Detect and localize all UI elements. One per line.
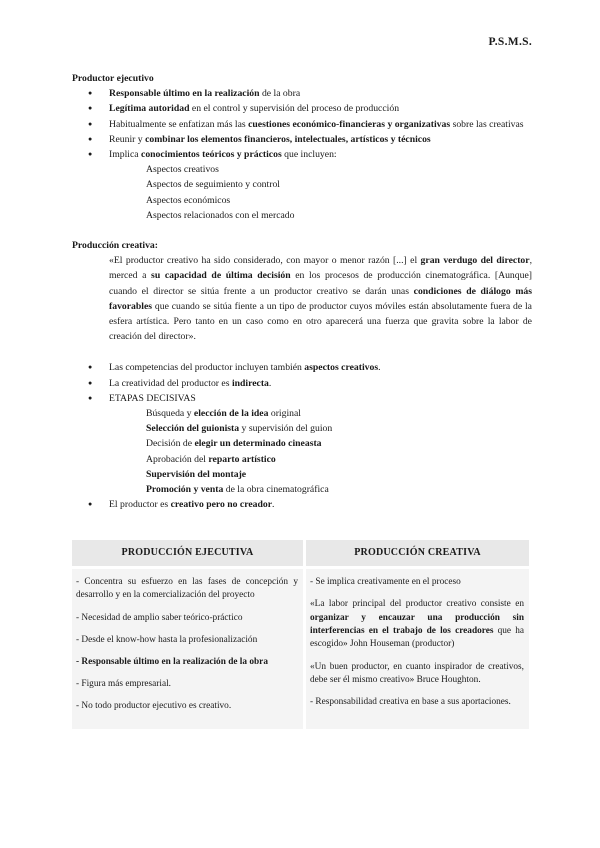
section-title-produccion-creativa: Producción creativa: (72, 240, 159, 252)
etapa-item: Aprobación del reparto artístico (146, 453, 276, 465)
column-header-creativa: PRODUCCIÓN CREATIVA (305, 540, 530, 568)
etapa-item: Promoción y venta de la obra cinematográfica (146, 484, 329, 496)
houghton-quote: «Un buen productor, en cuanto inspirador de creativos, debe ser él mismo creativo» Bruce Houghton. (310, 661, 524, 686)
creativa-cell (305, 568, 530, 729)
cell-paragraph: - Concentra su esfuerzo en las fases de concepción y desarrollo y en la comercialización del proyecto (76, 577, 298, 601)
productor-ejecutivo-list (72, 86, 532, 162)
aspect-item: Aspectos creativos (146, 164, 219, 176)
list-item: ● Las competencias del productor incluyen también aspectos creativos. (72, 360, 532, 375)
cell-paragraph: - Responsable último en la realización de la obra (76, 657, 268, 668)
etapa-item: Supervisión del montaje (146, 468, 247, 480)
houseman-quote: «La labor principal del productor creativo consiste en organizar y encauzar una producción sin interferencias en el trabajo de los creadores que ha escogido» John Houseman (productor) (310, 599, 524, 650)
list-item: ● Habitualmente se enfatizan más las cuestiones económico-financieras y organizativas sobre las creativas (72, 117, 532, 132)
list-item: ● Legítima autoridad en el control y supervisión del proceso de producción (72, 101, 532, 116)
etapa-item: Búsqueda y elección de la idea original (146, 408, 301, 420)
etapa-item: Selección del guionista y supervisión del guion (146, 423, 333, 435)
list-item: ● La creatividad del productor es indirecta. (72, 376, 532, 391)
cell-paragraph: - No todo productor ejecutivo es creativo. (76, 701, 232, 712)
section-title-productor-ejecutivo: Productor ejecutivo (72, 73, 154, 84)
ejecutiva-cell (72, 568, 305, 729)
comparison-table (72, 540, 529, 729)
list-item: ● ETAPAS DECISIVAS (72, 391, 532, 406)
list-item: ● Reunir y combinar los elementos financieros, intelectuales, artísticos y técnicos (72, 132, 532, 147)
cell-paragraph: - Necesidad de amplio saber teórico-práctico (76, 612, 243, 623)
column-header-ejecutiva: PRODUCCIÓN EJECUTIVA (72, 540, 305, 568)
author-initials: P.S.M.S. (488, 36, 532, 48)
produccion-creativa-list-end (72, 497, 532, 512)
cell-paragraph: - Figura más empresarial. (76, 679, 172, 690)
director-quote: «El productor creativo ha sido considerado, con mayor o menor razón [...] el gran verdugo del director, merced a su capacidad de última decisión en los procesos de producción cinematográfica. [Aunque] cuando el director se sitúa frente a un productor creativo se darán unas condiciones de diálogo más favorables que cuando se sitúa fiente a un tipo de productor cuyos móviles están absolutamente fuera de la esfera artística. Pero tanto en un caso como en otro aparecerá una fuerza que gravita sobre la labor de creación del director». (109, 255, 532, 343)
list-item: ● Responsable último en la realización de la obra (72, 86, 532, 101)
notes-content (72, 71, 532, 512)
etapa-item: Decisión de elegir un determinado cineasta (146, 438, 322, 450)
aspect-item: Aspectos económicos (146, 194, 231, 206)
aspect-item: Aspectos de seguimiento y control (146, 179, 280, 191)
cell-paragraph: - Responsabilidad creativa en base a sus aportaciones. (310, 697, 511, 708)
list-item: ● Implica conocimientos teóricos y prácticos que incluyen: (72, 147, 532, 162)
cell-paragraph: - Desde el know-how hasta la profesionalización (76, 634, 258, 645)
list-item: ● El productor es creativo pero no creador. (72, 497, 532, 512)
produccion-creativa-list (72, 360, 532, 406)
aspect-item: Aspectos relacionados con el mercado (146, 209, 295, 221)
cell-paragraph: - Se implica creativamente en el proceso (310, 577, 461, 587)
